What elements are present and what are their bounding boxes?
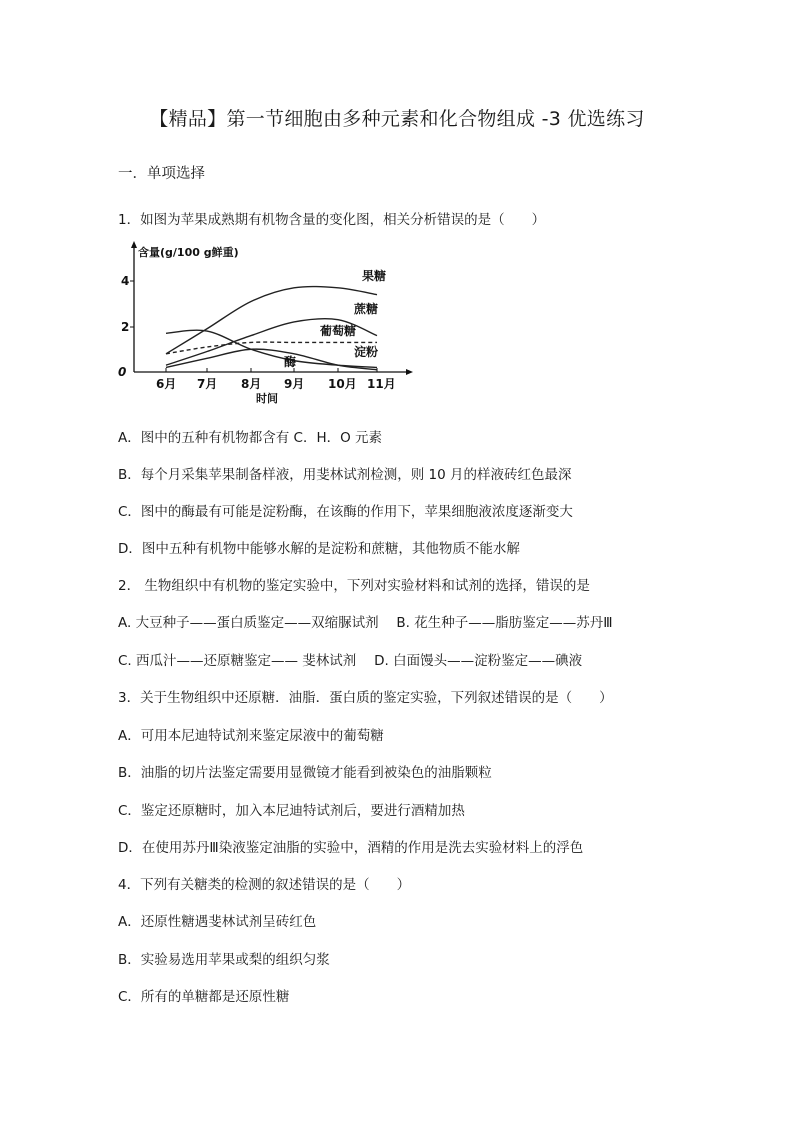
series-label-sucrose: 蔗糖 [354, 302, 379, 316]
q1-option-d: D．图中五种有机物中能够水解的是淀粉和蔗糖，其他物质不能水解 [118, 541, 520, 557]
q3-option-b: B．油脂的切片法鉴定需要用显微镜才能看到被染色的油脂颗粒 [118, 765, 492, 781]
q4-stem: 4．下列有关糖类的检测的叙述错误的是（ ） [118, 877, 411, 893]
series-line-enzyme [166, 349, 377, 370]
y-tick-label: 0 [118, 365, 127, 379]
q3-option-c: C．鉴定还原糖时，加入本尼迪特试剂后，要进行酒精加热 [118, 803, 465, 819]
x-tick-label: 10月 [328, 377, 357, 391]
q3-option-d: D．在使用苏丹Ⅲ染液鉴定油脂的实验中，酒精的作用是洗去实验材料上的浮色 [118, 840, 584, 856]
q1-option-b: B．每个月采集苹果制备样液，用斐林试剂检测，则 10 月的样液砖红色最深 [118, 467, 572, 483]
x-tick-label: 9月 [284, 377, 305, 391]
q2-options-row2: C. 西瓜汁——还原糖鉴定—— 斐林试剂 D. 白面馒头——淀粉鉴定——碘液 [118, 653, 583, 669]
x-axis-arrow [406, 369, 413, 375]
y-axis-label: 含量(g/100 g鲜重) [138, 246, 239, 259]
x-tick-label: 11月 [367, 377, 396, 391]
x-tick-label: 8月 [241, 377, 262, 391]
q4-option-a: A．还原性糖遇斐林试剂呈砖红色 [118, 914, 317, 930]
q3-option-a: A．可用本尼迪特试剂来鉴定尿液中的葡萄糖 [118, 728, 384, 744]
q1-stem: 1．如图为苹果成熟期有机物含量的变化图，相关分析错误的是（ ） [118, 212, 546, 228]
series-line-glucose [166, 342, 377, 354]
series-label-starch: 淀粉 [354, 345, 379, 359]
series-label-enzyme: 酶 [284, 355, 297, 369]
q2-options-row1: A. 大豆种子——蛋白质鉴定——双缩脲试剂 B. 花生种子——脂肪鉴定——苏丹Ⅲ [118, 615, 613, 631]
x-axis-label: 时间 [256, 392, 278, 405]
q2-stem: 2． 生物组织中有机物的鉴定实验中，下列对实验材料和试剂的选择，错误的是 [118, 578, 590, 594]
y-tick-label: 2 [121, 320, 130, 334]
series-label-glucose: 葡萄糖 [320, 324, 357, 338]
q1-option-a: A．图中的五种有机物都含有 C．H．O 元素 [118, 430, 383, 446]
organic-content-chart [118, 240, 418, 410]
series-line-fructose [166, 287, 377, 354]
q1-option-c: C．图中的酶最有可能是淀粉酶，在该酶的作用下，苹果细胞液浓度逐渐变大 [118, 504, 573, 520]
y-axis-arrow [131, 241, 137, 248]
series-label-fructose: 果糖 [362, 269, 387, 283]
x-tick-label: 6月 [156, 377, 177, 391]
q4-option-b: B．实验易选用苹果或梨的组织匀浆 [118, 952, 330, 968]
section-heading: 一．单项选择 [118, 166, 205, 182]
q3-stem: 3．关于生物组织中还原糖．油脂．蛋白质的鉴定实验，下列叙述错误的是（ ） [118, 690, 613, 706]
page-title: 【精品】第一节细胞由多种元素和化合物组成 -3 优选练习 [149, 108, 645, 130]
x-tick-label: 7月 [197, 377, 218, 391]
y-tick-label: 4 [121, 274, 130, 288]
q4-option-c: C．所有的单糖都是还原性糖 [118, 989, 290, 1005]
